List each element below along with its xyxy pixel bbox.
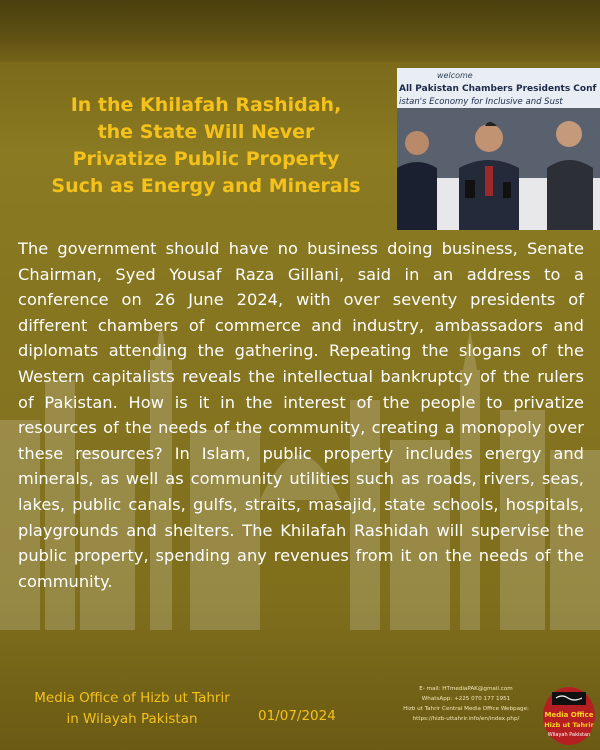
headline-line-2: the State Will Never — [97, 121, 315, 143]
contact-email: E- mail: HTmediaPAK@gmail.com — [419, 686, 513, 692]
headline-line-3: Privatize Public Property — [72, 148, 340, 170]
publish-date: 01/07/2024 — [258, 708, 336, 724]
contact-webpage-label: Hizb ut Tahrir Central Media Office Webpage: — [403, 706, 529, 712]
media-office-logo — [542, 686, 596, 746]
media-office-name — [12, 688, 252, 730]
conference-photo — [397, 68, 600, 230]
contact-whatsapp: WhatsApp: +225 070 177 1951 — [421, 696, 511, 702]
logo-line-2: Hizb ut Tahrir — [544, 721, 594, 729]
photo-banner-line-1: All Pakistan Chambers Presidents Conf — [399, 84, 597, 94]
org-line-1: Media Office of Hizb ut Tahrir — [34, 690, 230, 706]
top-band — [0, 0, 600, 62]
logo-line-1: Media Office — [544, 711, 594, 719]
logo-line-3: Wilayah Pakistan — [547, 732, 591, 738]
org-line-2: in Wilayah Pakistan — [66, 711, 198, 727]
article-body: The government should have no business doing business, Senate Chairman, Syed Yousaf Raza Gillani, said in an address to a conference on 26 June 2024, with over seventy presidents of different chambers of commerce and industry, ambassadors and diplomats attending the gathering. Repeating the slogans of the Western capitalists reveals the intellectual bankruptcy of the rulers of Pakistan. How is it in the interest of the people to privatize resources of the needs of the community, creating a monopoly over these resources? In Islam, public property includes energy and minerals, as well as community utilities such as roads, rivers, seas, lakes, public canals, gulfs, straits, masajid, state schools, hospitals, playgrounds and shelters. The Khilafah Rashidah will supervise the public property, spending any revenues from it on the needs of the community. — [18, 239, 584, 591]
footer — [0, 680, 600, 750]
photo-banner-welcome: welcome — [437, 71, 473, 80]
headline — [20, 92, 392, 200]
contact-info — [392, 684, 540, 724]
photo-banner-line-2: istan's Economy for Inclusive and Sust — [399, 97, 563, 107]
headline-line-1: In the Khilafah Rashidah, — [70, 94, 342, 116]
headline-line-4: Such as Energy and Minerals — [51, 175, 361, 197]
contact-url: https://hizb-uttahrir.info/en/index.php/ — [412, 716, 520, 722]
